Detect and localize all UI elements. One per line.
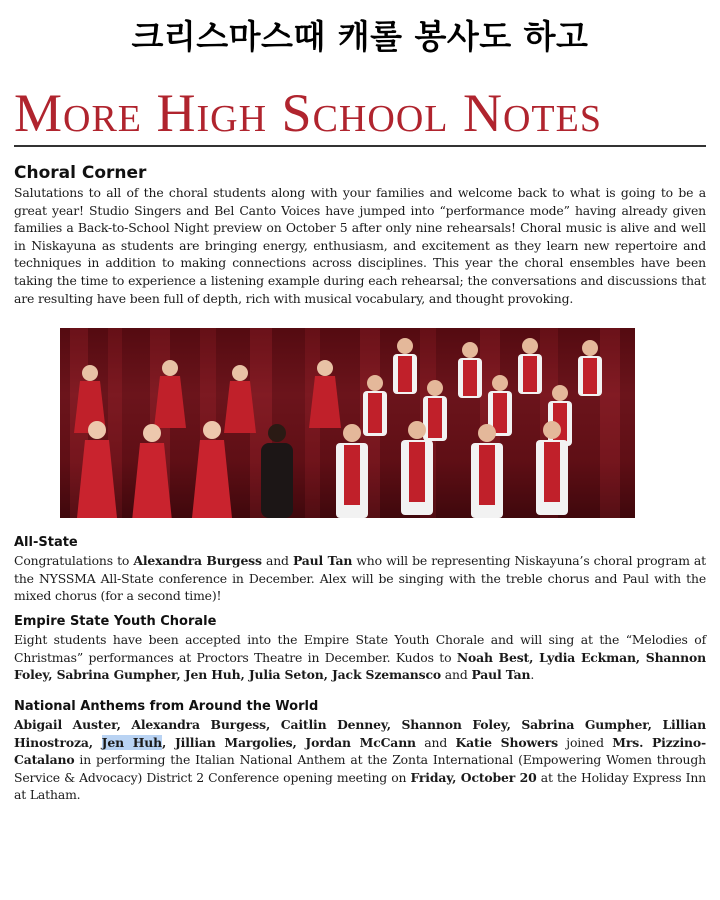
choral-corner-body: Salutations to all of the choral students along with your families and welcome back to what is going to be a great year! Studio Singers and Bel Canto Voices have jumped into “performance mode” having already given families a Back-to-School Night preview on October 5 after only nine rehearsals! Choral music is alive and well in Niskayuna as students are bringing energy, enthusiasm, and excitement as they learn new repertoire and techniques in addition to making connections across disciplines. This year the choral ensembles have been taking the time to experience a listening example during each rehearsal; the conversations and discussions that are resulting have been full of depth, rich with musical vocabulary, and thought provoking.: [14, 185, 706, 306]
all-state-heading: All-State: [14, 535, 78, 550]
choir-photo: [60, 328, 635, 518]
masthead-rule: [14, 145, 706, 147]
youth-chorale-heading: Empire State Youth Chorale: [14, 614, 217, 629]
student-name: Paul Tan: [292, 553, 353, 568]
student-name: Paul Tan: [471, 667, 531, 683]
all-state-section: [14, 533, 706, 605]
masthead: [14, 85, 706, 147]
anthems-heading: National Anthems from Around the World: [14, 699, 319, 714]
masthead-title: More High School Notes: [14, 83, 602, 143]
student-names: Noah Best, Lydia Eckman, Shannon Foley, Sabrina Gumpher, Jen Huh, Julia Seton, Jack Szemansco: [14, 649, 706, 683]
student-names: , Jillian Margolies, Jordan McCann: [162, 734, 416, 750]
choral-corner-heading: Choral Corner: [14, 163, 147, 183]
anthems-body: Abigail Auster, Alexandra Burgess, Caitlin Denney, Shannon Foley, Sabrina Gumpher, Lillian Hinostroza, Jen Huh, Jillian Margolies, Jordan McCann and Katie Showers joined Mrs. Pizzino-Catalano in performing the Italian National Anthem at the Zonta International (Empowering Women through Service & Advocacy) District 2 Conference opening meeting on Friday, October 20 at the Holiday Express Inn at Latham.: [14, 717, 707, 803]
choir-illustration: [60, 328, 635, 518]
event-date: Friday, October 20: [410, 769, 537, 785]
youth-chorale-body: Eight students have been accepted into the Empire State Youth Chorale and will sing at the “Melodies of Christmas” performances at Proctors Theatre in December. Kudos to Noah Best, Lydia Eckman, Shannon Foley, Sabrina Gumpher, Jen Huh, Julia Seton, Jack Szemansco and Paul Tan.: [14, 632, 706, 683]
caption-banner: 크리스마스때 캐롤 봉사도 하고: [131, 17, 589, 56]
highlighted-name[interactable]: Jen Huh: [101, 734, 163, 750]
anthems-section: [14, 697, 706, 804]
director-name: Mrs. Pizzino-Catalano: [14, 734, 707, 768]
student-name: Katie Showers: [455, 734, 558, 750]
student-name: Alexandra Burgess: [133, 553, 262, 568]
all-state-body: Congratulations to Alexandra Burgess and Paul Tan who will be representing Niskayuna’s choral program at the NYSSMA All-State conference in December. Alex will be singing with the treble chorus and Paul with the mixed chorus (for a second time)!: [14, 553, 707, 604]
choral-corner-section: [14, 162, 706, 307]
youth-chorale-section: [14, 612, 706, 684]
student-names: Abigail Auster, Alexandra Burgess, Caitlin Denney, Shannon Foley, Sabrina Gumpher, Lillian Hinostroza,: [14, 717, 706, 750]
